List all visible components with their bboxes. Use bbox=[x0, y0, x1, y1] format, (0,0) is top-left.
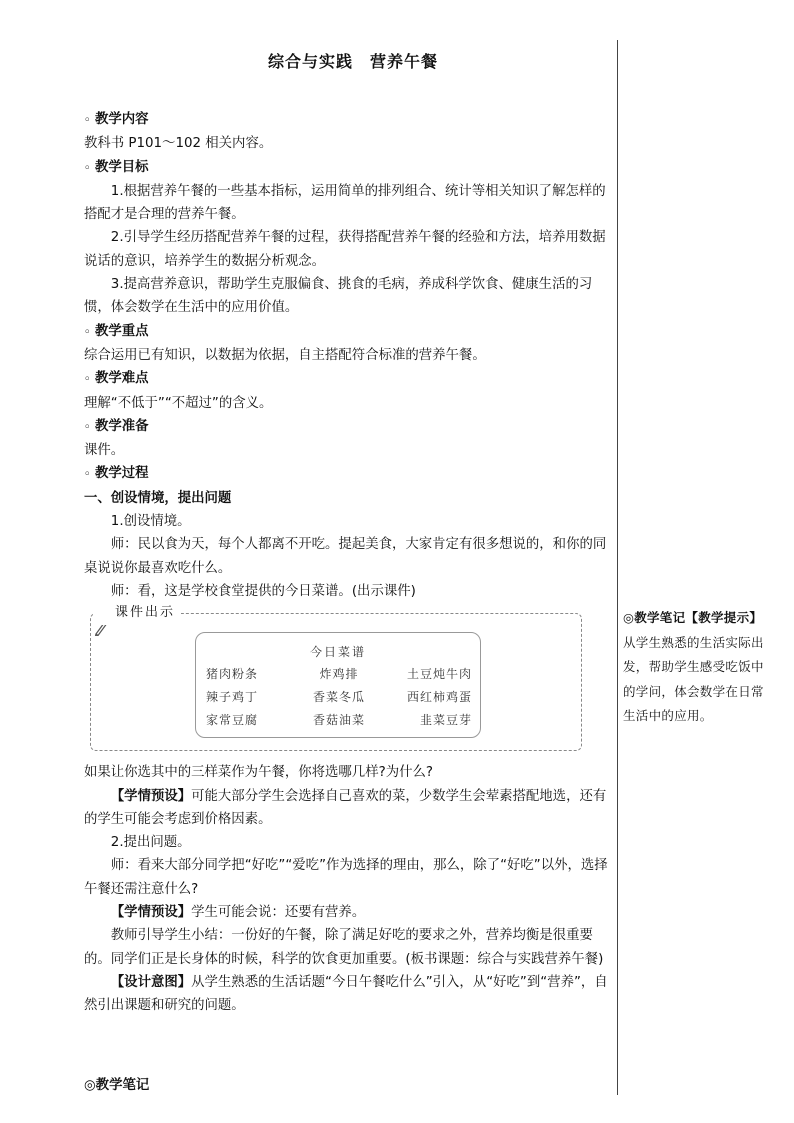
paragraph: 2.引导学生经历搭配营养午餐的过程，获得搭配营养午餐的经验和方法，培养用数据说话的意识，培养学生的数据分析观念。 bbox=[84, 230, 606, 269]
paragraph: 理解“不低于”“不超过”的含义。 bbox=[84, 395, 273, 411]
menu-item: 猪肉粉条 bbox=[206, 667, 259, 682]
menu-card bbox=[195, 632, 481, 738]
design-intent-label: 【设计意图】 bbox=[110, 974, 192, 990]
menu-item: 香菜冬瓜 bbox=[312, 690, 365, 705]
prediction-label: 【学情预设】 bbox=[110, 788, 192, 804]
section-heading: ◦ 教学重点 bbox=[84, 320, 611, 344]
paragraph: 师：看来大部分同学把“好吃”“爱吃”作为选择的理由，那么，除了“好吃”以外，选择午餐还需注意什么? bbox=[84, 858, 608, 897]
menu-item: 辣子鸡丁 bbox=[206, 690, 259, 705]
menu-row bbox=[206, 663, 472, 686]
menu-item: 韭菜豆芽 bbox=[419, 713, 472, 728]
menu-item: 炸鸡排 bbox=[319, 667, 359, 682]
paragraph: 如果让你选其中的三样菜作为午餐，你将选哪几样?为什么? bbox=[84, 765, 433, 781]
paragraph: 教科书 P101～102 相关内容。 bbox=[84, 136, 273, 152]
paragraph: 1.创设情境。 bbox=[110, 514, 191, 530]
paragraph: 师：民以食为天，每个人都离不开吃。提起美食，大家肯定有很多想说的，和你的同桌说说你最喜欢吃什么。 bbox=[84, 537, 607, 576]
margin-divider bbox=[617, 40, 618, 1095]
paragraph: 教师引导学生小结：一份好的午餐，除了满足好吃的要求之外，营养均衡是很重要的。同学们正是长身体的时候，科学的饮食更加重要。(板书课题：综合与实践营养午餐) bbox=[84, 928, 604, 967]
menu-item: 土豆炖牛肉 bbox=[406, 667, 472, 682]
menu-item: 西红柿鸡蛋 bbox=[406, 690, 472, 705]
section-heading: ◦ 教学过程 bbox=[84, 462, 611, 486]
paragraph: 师：看，这是学校食堂提供的今日菜谱。(出示课件) bbox=[110, 583, 416, 599]
menu-grid bbox=[206, 663, 472, 732]
side-note bbox=[623, 606, 771, 729]
courseware-box bbox=[90, 605, 582, 751]
menu-row bbox=[206, 709, 472, 732]
section-heading: ◦ 教学难点 bbox=[84, 367, 611, 391]
paragraph: 课件。 bbox=[84, 443, 125, 459]
section-heading: ◦ 教学内容 bbox=[84, 108, 611, 132]
menu-item: 家常豆腐 bbox=[206, 713, 259, 728]
paragraph: 【学情预设】可能大部分学生会选择自己喜欢的菜，少数学生会荤素搭配地选，还有的学生可能会考虑到价格因素。 bbox=[84, 788, 607, 827]
section-marker-icon: ◦ bbox=[84, 115, 91, 126]
paragraph: 【学情预设】学生可能会说：还要有营养。 bbox=[110, 905, 366, 921]
section-marker-icon: ◦ bbox=[84, 326, 91, 338]
section-marker-icon: ◦ bbox=[84, 421, 91, 433]
section-heading: ◦ 教学目标 bbox=[84, 156, 611, 180]
lesson-body bbox=[84, 108, 611, 1018]
menu-row bbox=[206, 686, 472, 709]
paragraph: 1.根据营养午餐的一些基本指标，运用简单的排列组合、统计等相关知识了解怎样的搭配才是合理的营养午餐。 bbox=[84, 183, 606, 223]
side-note-heading: ◎教学笔记【教学提示】 bbox=[623, 610, 763, 625]
paragraph: 综合运用已有知识，以数据为依据，自主搭配符合标准的营养午餐。 bbox=[84, 347, 486, 363]
menu-title: 今日菜谱 bbox=[309, 645, 366, 660]
prediction-label: 【学情预设】 bbox=[110, 905, 192, 921]
section-heading: ◦ 教学准备 bbox=[84, 415, 611, 439]
menu-item: 香菇油菜 bbox=[312, 713, 365, 728]
courseware-label: 课件出示 bbox=[93, 601, 181, 625]
section-marker-icon: ◦ bbox=[84, 162, 91, 174]
section-marker-icon: ◦ bbox=[84, 469, 91, 481]
section-marker-icon: ◦ bbox=[84, 374, 91, 386]
subsection-heading: 一、创设情境，提出问题 bbox=[84, 490, 232, 506]
paragraph: 3.提高营养意识，帮助学生克服偏食、挑食的毛病，养成科学饮食、健康生活的习惯，体会数学在生活中的应用价值。 bbox=[84, 277, 593, 316]
paragraph: 2.提出问题。 bbox=[110, 835, 191, 851]
paragraph: 【设计意图】从学生熟悉的生活话题“今日午餐吃什么”引入，从“好吃”到“营养”，自然引出课题和研究的问题。 bbox=[84, 974, 608, 1014]
page-title: 综合与实践 营养午餐 bbox=[267, 52, 438, 71]
teaching-notes-heading: ◎教学笔记 bbox=[84, 1078, 150, 1093]
side-note-text: 从学生熟悉的生活实际出发，帮助学生感受吃饭中的学问，体会数学在日常生活中的应用。 bbox=[623, 634, 764, 724]
